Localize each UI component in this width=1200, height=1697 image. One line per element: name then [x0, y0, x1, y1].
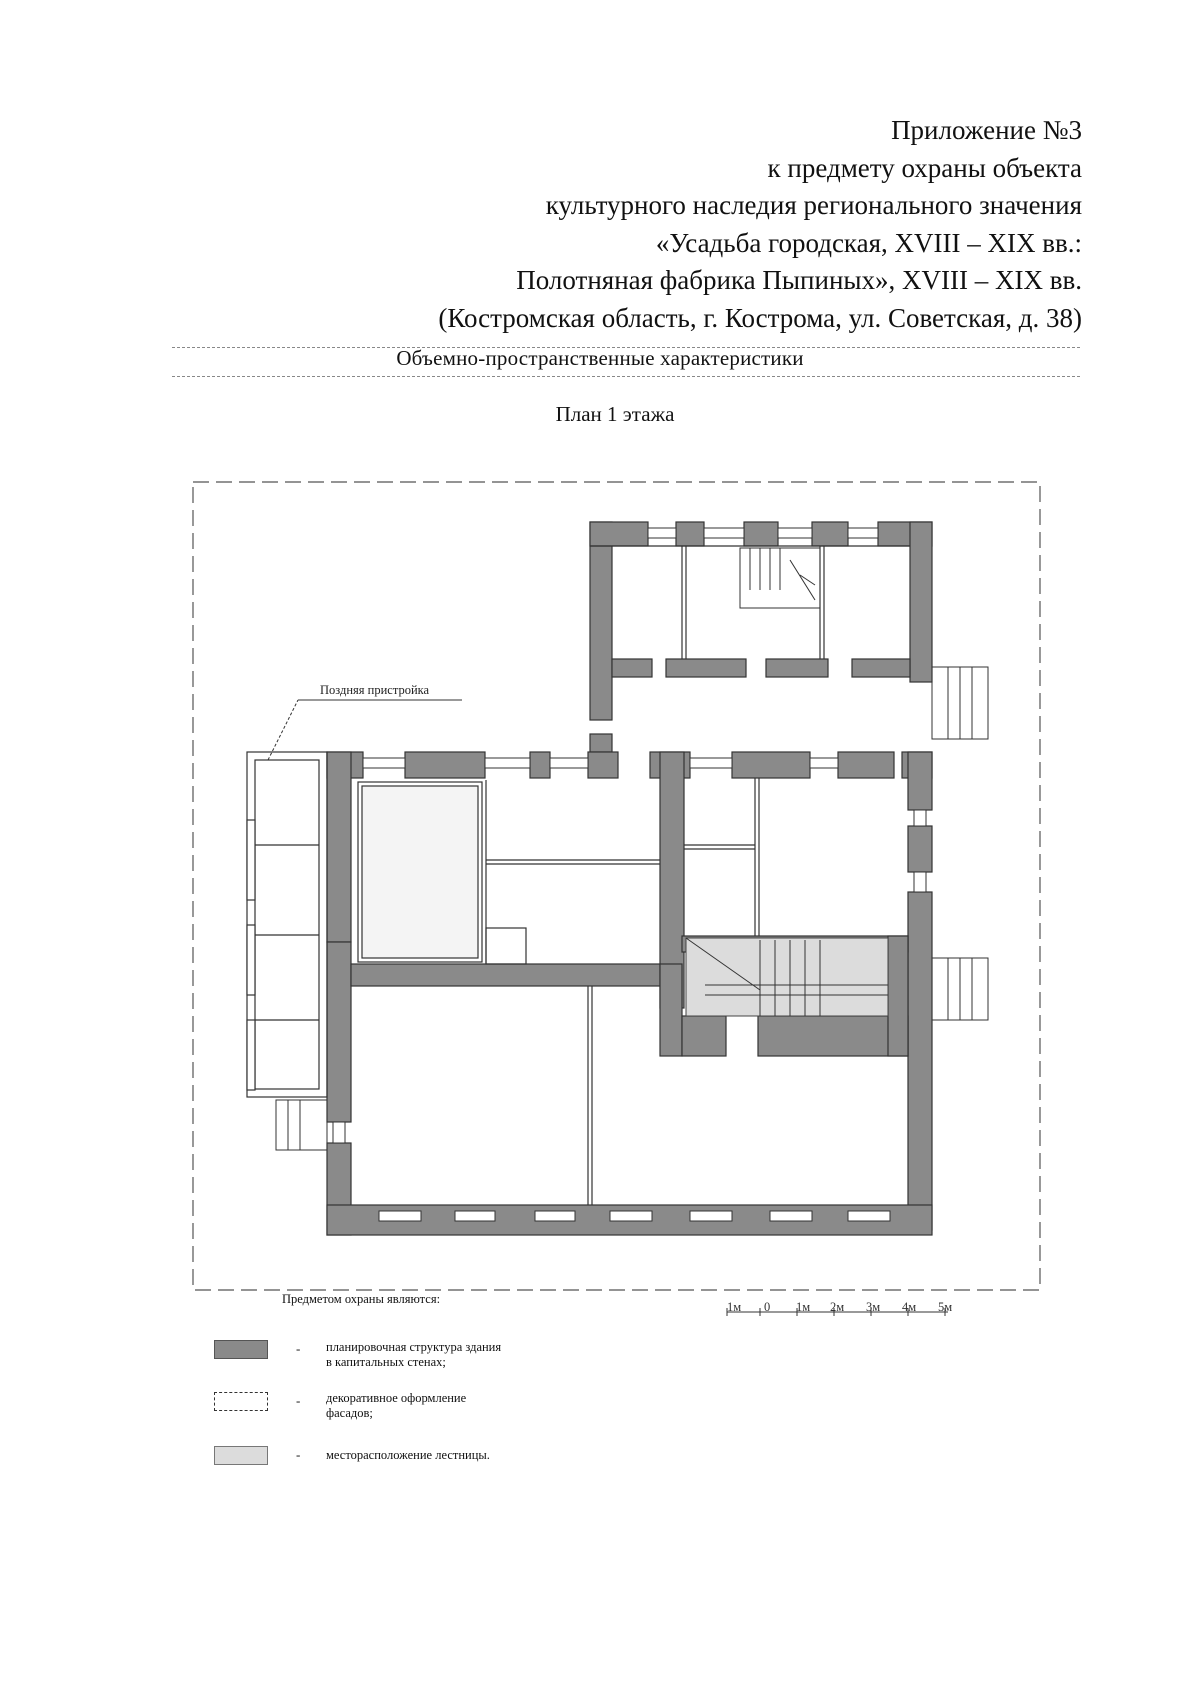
legend-dash-2: -: [296, 1393, 301, 1408]
staircases: [686, 548, 888, 1016]
legend-item-walls: [326, 1340, 501, 1370]
late-annex: [247, 752, 327, 1097]
header-line-5: Полотняная фабрика Пыпиных», XVIII – XIX вв.: [516, 265, 1082, 295]
annex-annotation: Поздняя пристройка: [320, 683, 430, 697]
legend-item-stair-line-1: месторасположение лестницы.: [326, 1448, 490, 1462]
header-line-2: к предмету охраны объекта: [767, 152, 1082, 183]
legend-item-facade: [326, 1391, 466, 1421]
header-line-3: культурного наследия регионального значения: [545, 190, 1082, 220]
legend-swatch-stair: [214, 1446, 268, 1465]
scale-label-1: 1м: [796, 1300, 811, 1314]
legend-item-facade-line-1: декоративное оформление: [326, 1391, 467, 1405]
header-line-6: (Костромская область, г. Кострома, ул. Советская, д. 38): [438, 302, 1082, 333]
annex-leader-line: [268, 700, 298, 760]
legend-swatch-facade: [214, 1392, 268, 1411]
section-title: Объемно-пространственные характеристики: [396, 346, 804, 370]
header-line-1: Приложение №3: [891, 115, 1082, 145]
legend-item-stair: [326, 1448, 490, 1463]
legend-item-walls-line-1: планировочная структура здания: [326, 1340, 502, 1354]
header-line-4: «Усадьба городская, XVIII – XIX вв.:: [655, 227, 1082, 258]
legend-item-walls-line-2: в капитальных стенах;: [326, 1355, 446, 1369]
scale-label-5: 5м: [938, 1300, 953, 1314]
legend-swatch-walls: [214, 1340, 268, 1359]
plan-title: План 1 этажа: [555, 402, 675, 426]
partitions: [358, 546, 910, 1205]
legend-title: Предметом охраны являются:: [282, 1292, 441, 1306]
scale-label-neg1: 1м: [727, 1300, 742, 1314]
legend-dash-1: -: [296, 1341, 301, 1356]
legend-dash-3: -: [296, 1447, 301, 1462]
scale-label-0: 0: [764, 1300, 771, 1314]
scale-label-3: 3м: [866, 1300, 881, 1314]
scale-label-2: 2м: [830, 1300, 845, 1314]
legend-item-facade-line-2: фасадов;: [326, 1406, 373, 1420]
scale-label-4: 4м: [902, 1300, 917, 1314]
